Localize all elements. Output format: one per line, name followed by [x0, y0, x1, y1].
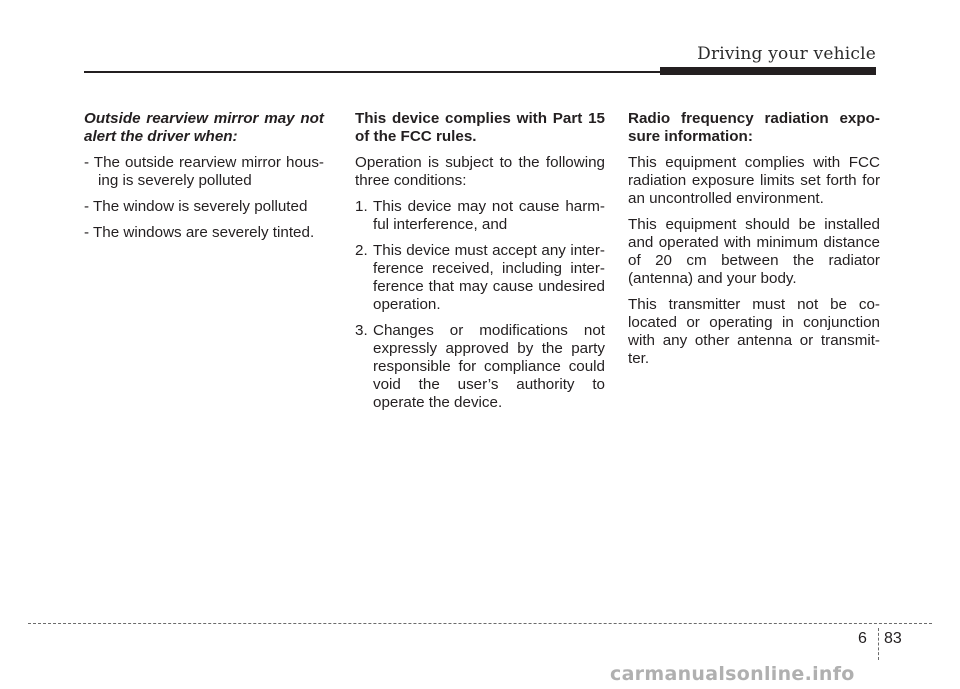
- page-number-divider: [878, 628, 879, 660]
- fcc-heading: This device complies with Part 15 of the FCC rules.: [355, 110, 605, 145]
- header-rule-accent: [660, 67, 876, 75]
- fcc-intro: Operation is subject to the following three conditions:: [355, 154, 605, 189]
- list-text: Changes or modifications not expressly approved by the party responsible for compliance could void the user’s authority to operate the device.: [373, 322, 605, 411]
- mirror-warning-heading: Outside rearview mirror may not alert the driver when:: [84, 110, 324, 145]
- list-item: - The outside rearview mirror hous- ing is severely polluted: [84, 154, 324, 189]
- column-rf-exposure: [628, 110, 880, 376]
- rf-heading: Radio frequency radiation expo- sure information:: [628, 110, 880, 145]
- column-mirror-warning: [84, 110, 324, 250]
- list-text: This device may not cause harm- ful interference, and: [373, 198, 605, 233]
- paragraph: This equipment complies with FCC radiation exposure limits set forth for an uncontrolled environment.: [628, 154, 880, 207]
- chapter-number: 6: [858, 630, 867, 647]
- list-number: 3.: [355, 322, 368, 339]
- column-fcc-compliance: [355, 110, 605, 420]
- list-item: - The window is severely polluted: [84, 198, 308, 215]
- list-item: [355, 242, 605, 314]
- section-title: Driving your vehicle: [697, 44, 876, 64]
- paragraph: This equipment should be installed and operated with minimum distance of 20 cm between the radiator (antenna) and your body.: [628, 216, 880, 287]
- list-number: 1.: [355, 198, 368, 215]
- list-item: [355, 198, 605, 234]
- watermark: carmanualsonline.info: [610, 663, 855, 685]
- header-rule: [84, 71, 664, 73]
- paragraph: This transmitter must not be co- located or operating in conjunction with any other antenna or transmit- ter.: [628, 296, 880, 367]
- list-item: [355, 322, 605, 412]
- list-text: This device must accept any inter- ference received, including inter- ference that may cause undesired operation.: [373, 242, 605, 313]
- page-number: 83: [884, 630, 902, 647]
- footer-divider: [28, 623, 932, 624]
- list-item: - The windows are severely tinted.: [84, 224, 315, 241]
- list-number: 2.: [355, 242, 368, 259]
